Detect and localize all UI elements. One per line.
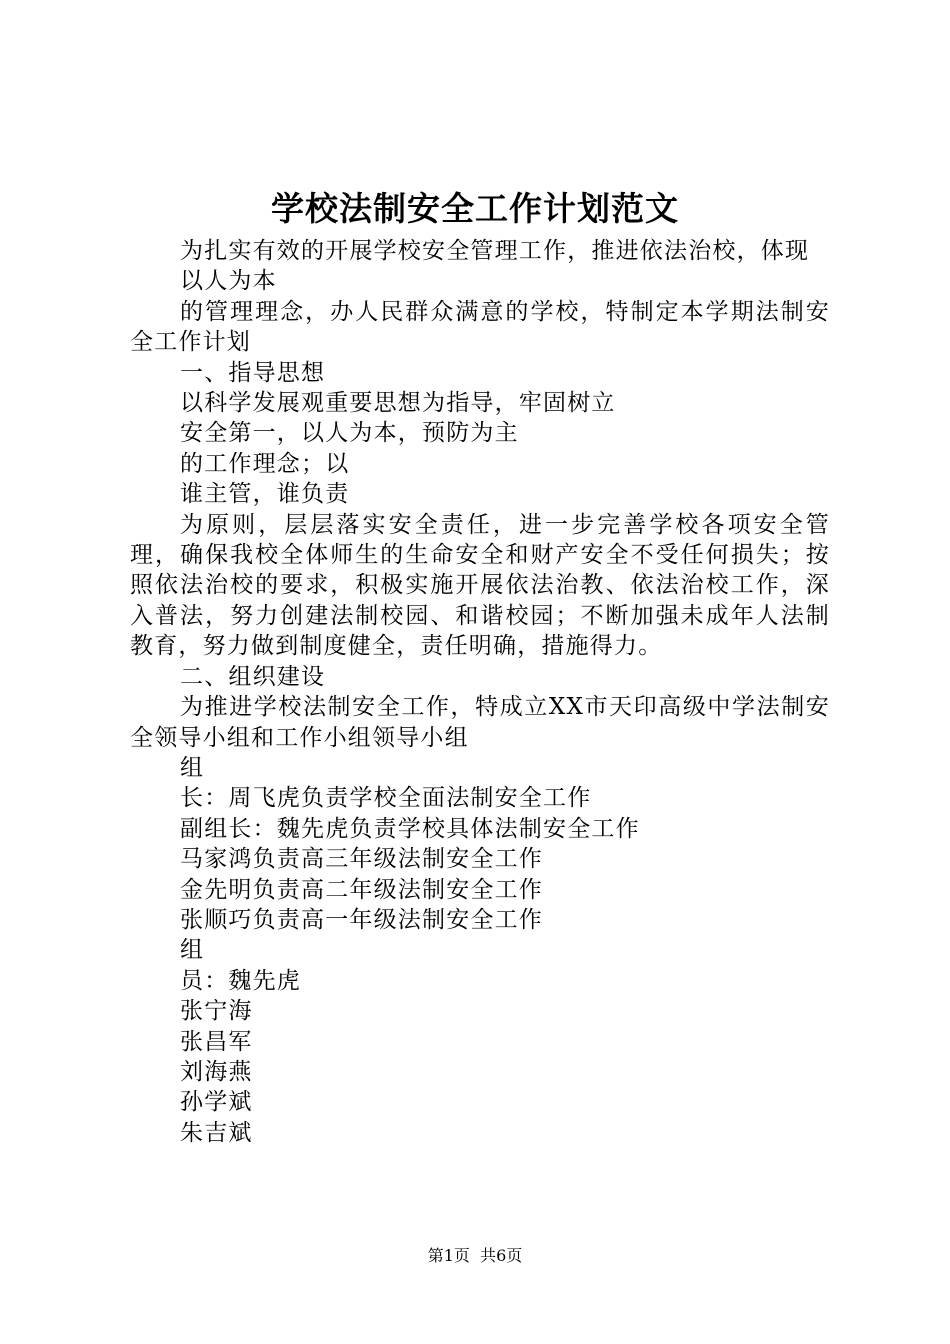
list-item: 组 — [180, 937, 205, 964]
section-heading: 二、组织建设 — [180, 663, 326, 690]
list-item: 孙学斌 — [180, 1089, 253, 1116]
list-item: 朱吉斌 — [180, 1119, 253, 1146]
document-title: 学校法制安全工作计划范文 — [271, 189, 679, 228]
page-total: 共6页 — [480, 1246, 523, 1265]
list-item: 员：魏先虎 — [180, 967, 301, 994]
paragraph: 以人为本 — [180, 268, 277, 295]
list-item: 张顺巧负责高一年级法制安全工作 — [180, 906, 543, 933]
page-number: 第1页 — [427, 1246, 470, 1265]
list-item: 马家鸿负责高三年级法制安全工作 — [180, 846, 543, 873]
paragraph: 谁主管，谁负责 — [180, 481, 350, 508]
paragraph: 为推进学校法制安全工作，特成立XX市天印高级中学法制安全领导小组和工作小组领导小组 — [130, 694, 830, 751]
page-footer — [0, 1246, 950, 1266]
paragraph: 的管理理念，办人民群众满意的学校，特制定本学期法制安全工作计划 — [130, 298, 830, 356]
list-item: 组 — [180, 754, 205, 781]
paragraph: 以科学发展观重要思想为指导，牢固树立 — [180, 390, 616, 417]
list-item: 刘海燕 — [180, 1058, 253, 1085]
list-item: 张昌军 — [180, 1028, 253, 1055]
document-body — [130, 236, 830, 1148]
paragraph: 安全第一，以人为本，预防为主 — [180, 420, 519, 447]
list-item: 长：周飞虎负责学校全面法制安全工作 — [180, 785, 592, 812]
section-heading: 一、指导思想 — [180, 359, 326, 386]
list-item: 张宁海 — [180, 998, 253, 1025]
paragraph: 为扎实有效的开展学校安全管理工作，推进依法治校，体现 — [180, 238, 810, 264]
paragraph: 的工作理念；以 — [180, 450, 350, 477]
paragraph: 为原则，层层落实安全责任，进一步完善学校各项安全管理，确保我校全体师生的生命安全和财产安全不受任何损失；按照依法治校的要求，积极实施开展依法治教、依法治校工作，深入普法，努力创建法制校园、和谐校园；不断加强未成年人法制教育，努力做到制度健全，责任明确，措施得力。 — [130, 511, 830, 660]
list-item: 副组长：魏先虎负责学校具体法制安全工作 — [180, 815, 640, 842]
list-item: 金先明负责高二年级法制安全工作 — [180, 876, 543, 903]
